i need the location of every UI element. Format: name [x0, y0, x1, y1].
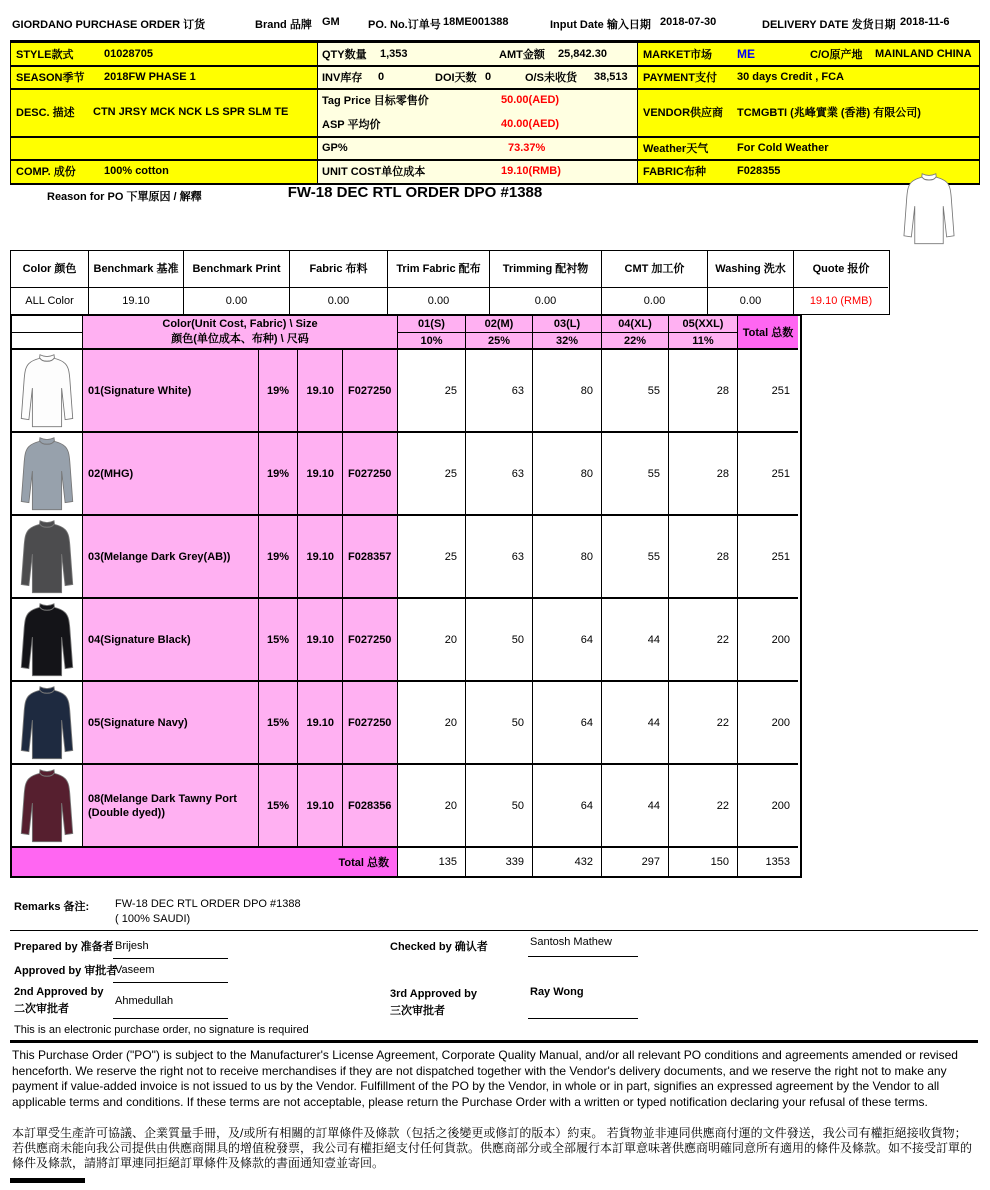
desc-row [11, 88, 317, 136]
product-thumbnail-cell [12, 599, 83, 682]
country-origin-value: MAINLAND CHINA [875, 48, 972, 60]
table-cell: 0.00 [490, 288, 602, 314]
table-cell: 0.00 [290, 288, 388, 314]
style-row [11, 43, 317, 65]
qty-cell: 63 [466, 516, 533, 599]
qty-cell: 55 [602, 516, 669, 599]
garment-sketch [896, 172, 962, 246]
column-header: Trimming 配衬物 [490, 251, 602, 288]
qty-cell: 55 [602, 433, 669, 516]
size-breakdown-table [10, 314, 802, 878]
qty-cell: 20 [398, 682, 466, 765]
remarks-label: Remarks 备注: [14, 901, 90, 913]
payment-value: 30 days Credit , FCA [737, 70, 844, 83]
unit-cost-label: UNIT COST单位成本 [322, 166, 426, 178]
qty-cell: 20 [398, 765, 466, 848]
color-name: 08(Melange Dark Tawny Port (Double dyed)) [83, 765, 259, 848]
season-value: 2018FW PHASE 1 [104, 70, 196, 83]
fabric-label: FABRIC布种 [643, 166, 706, 178]
product-thumbnail [15, 436, 79, 512]
color-name: 04(Signature Black) [83, 599, 259, 682]
total-qty-cell: 297 [602, 848, 669, 876]
qty-cell: 25 [398, 350, 466, 433]
product-thumbnail-cell [12, 682, 83, 765]
qty-cell: 64 [533, 682, 602, 765]
terms-english: This Purchase Order ("PO") is subject to the Manufacturer's License Agreement, Corporate Quality Manual, and/or all relevant PO conditions and agreements amended or revised henceforth. We reserve the right not to receive merchandises if they are not dispatched together with the Vendor's delivery documents, and we reserve the right not to make any payment if value-added invoice is not issued to us by the Vendor. Fulfillment of the PO by the Vendor, in whole or in part, signifies an expressed agreement by the Vendor to all applicable terms and conditions. If these terms are not acceptable, please return the Purchase Order with a written or typed notification declaring your refusal of these terms. [12, 1048, 958, 1109]
market-row [638, 43, 979, 65]
divider [11, 88, 979, 90]
column-header: Benchmark 基准 [89, 251, 184, 288]
unit-cost-value: 19.10(RMB) [501, 165, 561, 177]
qty-cell: 25 [398, 433, 466, 516]
weather-row [638, 136, 979, 159]
column-header: CMT 加工价 [602, 251, 708, 288]
color-pct: 19% [259, 350, 298, 433]
fabric-code: F027250 [343, 433, 398, 516]
thumb-header-cell [12, 333, 83, 350]
reason-label: Reason for PO 下單原因 / 解釋 [47, 191, 202, 203]
size-pct: 10% [398, 333, 466, 350]
grand-total-cell: 1353 [765, 856, 790, 868]
divider [11, 65, 979, 67]
color-name: 05(Signature Navy) [83, 682, 259, 765]
unit-cost: 19.10 [298, 765, 343, 848]
product-thumbnail [15, 768, 79, 844]
input-date-value: 2018-07-30 [660, 16, 717, 28]
fabric-value: F028355 [737, 165, 781, 177]
header-line-en: Color(Unit Cost, Fabric) \ Size [162, 318, 318, 330]
delivery-date-label: DELIVERY DATE 发货日期 [762, 19, 896, 31]
qty-cell: 22 [669, 682, 738, 765]
approved-by-value: Vaseem [115, 964, 155, 976]
summary-left-column [11, 43, 318, 183]
color-size-header [83, 316, 398, 350]
table-cell: 0.00 [602, 288, 708, 314]
qty-cell: 50 [466, 599, 533, 682]
color-name: 01(Signature White) [83, 350, 259, 433]
qty-cell: 64 [533, 599, 602, 682]
asp-row [318, 112, 637, 136]
size-pct: 11% [669, 333, 738, 350]
third-approved-label-zh: 三次审批者 [390, 1005, 445, 1017]
order-summary-block [10, 40, 980, 185]
brand-label: Brand 品牌 [255, 19, 312, 31]
table-cell: 0.00 [388, 288, 490, 314]
doi-label: DOI天数 [435, 71, 477, 84]
approved-by-label: Approved by 审批者 [14, 965, 118, 977]
fabric-code: F027250 [343, 599, 398, 682]
style-value: 01028705 [104, 48, 153, 60]
weather-value: For Cold Weather [737, 141, 829, 154]
unit-cost: 19.10 [298, 682, 343, 765]
size-header: 03(L) [533, 316, 602, 333]
desc-label: DESC. 描述 [16, 107, 75, 119]
qty-cell: 50 [466, 765, 533, 848]
product-thumbnail-cell [12, 765, 83, 848]
qty-cell: 28 [669, 516, 738, 599]
weather-label: Weather天气 [643, 142, 709, 155]
qty-cell: 63 [466, 433, 533, 516]
column-header: Benchmark Print [184, 251, 290, 288]
column-header: Color 颜色 [11, 251, 89, 288]
tag-price-label: Tag Price 目标零售价 [322, 95, 429, 107]
remarks-line1: FW-18 DEC RTL ORDER DPO #1388 [115, 898, 301, 910]
comp-label: COMP. 成份 [16, 166, 76, 178]
color-pct: 19% [259, 433, 298, 516]
size-pct: 25% [466, 333, 533, 350]
document-title: GIORDANO PURCHASE ORDER 订货 [12, 19, 206, 31]
total-qty-cell: 432 [533, 848, 602, 876]
tag-price-row [318, 88, 637, 112]
signature-line [113, 982, 228, 983]
size-header: 02(M) [466, 316, 533, 333]
market-label: MARKET市场 [643, 49, 713, 61]
tag-price-value: 50.00(AED) [501, 94, 560, 106]
page-edge-mark [10, 1178, 85, 1183]
inv-value: 0 [378, 70, 385, 83]
qty-label: QTY数量 [322, 49, 367, 61]
qty-cell: 22 [669, 599, 738, 682]
product-thumbnail [15, 353, 79, 429]
product-thumbnail-cell [12, 433, 83, 516]
payment-row [638, 65, 979, 88]
vendor-row [638, 88, 979, 136]
second-approved-label: 2nd Approved by [14, 986, 104, 998]
second-approved-label-zh: 二次审批者 [14, 1003, 69, 1015]
row-total: 251 [738, 350, 798, 433]
table-cell: 19.10 [89, 288, 184, 314]
summary-right-column [638, 43, 979, 183]
thumb-header-cell [12, 316, 83, 333]
vendor-label: VENDOR供应商 [643, 107, 724, 119]
table-cell: ALL Color [11, 288, 89, 314]
qty-cell: 55 [602, 350, 669, 433]
unit-cost: 19.10 [298, 516, 343, 599]
table-cell: 0.00 [184, 288, 290, 314]
electronic-note: This is an electronic purchase order, no signature is required [14, 1024, 309, 1036]
vendor-value: TCMGBTI (兆峰實業 (香港) 有限公司) [737, 107, 921, 119]
signature-line [113, 1018, 228, 1019]
fabric-code: F028357 [343, 516, 398, 599]
qty-cell: 28 [669, 350, 738, 433]
summary-middle-column [318, 43, 638, 183]
column-header: Trim Fabric 配布 [388, 251, 490, 288]
prepared-by-label: Prepared by 准备者 [14, 941, 114, 953]
unit-cost: 19.10 [298, 433, 343, 516]
prepared-by-value: Brijesh [115, 940, 149, 952]
third-approved-value: Ray Wong [530, 986, 584, 998]
po-number-value: 18ME001388 [443, 16, 509, 28]
po-title: FW-18 DEC RTL ORDER DPO #1388 [287, 184, 543, 201]
row-total: 200 [738, 682, 798, 765]
qty-cell: 63 [466, 350, 533, 433]
qty-cell: 44 [602, 682, 669, 765]
gp-label: GP% [322, 141, 348, 154]
size-pct: 22% [602, 333, 669, 350]
size-header: 05(XXL) [669, 316, 738, 333]
divider [11, 136, 979, 138]
gp-row [318, 136, 637, 159]
signature-line [113, 958, 228, 959]
size-pct: 32% [533, 333, 602, 350]
os-value: 38,513 [594, 70, 628, 83]
fabric-code: F028356 [343, 765, 398, 848]
product-thumbnail [15, 602, 79, 678]
fabric-code: F027250 [343, 682, 398, 765]
row-total: 251 [738, 516, 798, 599]
quote-cell: 19.10 (RMB) [809, 295, 873, 307]
unit-cost-row [318, 159, 637, 183]
qty-cell: 80 [533, 433, 602, 516]
total-qty-cell: 150 [669, 848, 738, 876]
qty-cell: 64 [533, 765, 602, 848]
third-approved-label: 3rd Approved by [390, 988, 477, 1000]
divider [10, 930, 978, 931]
country-origin-label: C/O原产地 [810, 49, 863, 61]
season-label: SEASON季节 [16, 71, 85, 84]
total-header: Total 总数 [738, 316, 798, 350]
qty-cell: 80 [533, 516, 602, 599]
benchmark-table [10, 250, 890, 315]
second-approved-value: Ahmedullah [115, 995, 174, 1007]
comp-value: 100% cotton [104, 165, 169, 177]
row-total: 200 [738, 599, 798, 682]
asp-value: 40.00(AED) [501, 118, 560, 130]
qty-cell: 44 [602, 765, 669, 848]
unit-cost: 19.10 [298, 599, 343, 682]
color-name: 03(Melange Dark Grey(AB)) [83, 516, 259, 599]
qty-cell: 25 [398, 516, 466, 599]
header-line-zh: 颜色(单位成本、布种) \ 尺码 [171, 333, 309, 345]
po-number-label: PO. No.订单号 [368, 19, 441, 31]
delivery-date-value: 2018-11-6 [900, 16, 950, 28]
signature-line [528, 1018, 638, 1019]
column-header: Fabric 布料 [290, 251, 388, 288]
season-row [11, 65, 317, 88]
divider-thick [10, 1040, 978, 1043]
terms-chinese: 本訂單受生產許可協議、企業質量手冊，及/或所有相關的訂單條件及條款（包括之後變更或修訂的版本）約束。 若貨物並非連同供應商付運的文件發送，我公司有權拒絕接收貨物；若供應商未能向我公司提供由供應商開具的增值稅發票，我公司有權拒絕支付任何貨款。供應商部分或全部履行本訂單意味著供應商明確同意所有適用的條件及條款。如不接受訂單的條件及條款，請將訂單連同拒絕訂單條件及條款的書面通知壹並寄回。 [12, 1126, 973, 1170]
product-thumbnail [15, 685, 79, 761]
payment-label: PAYMENT支付 [643, 71, 717, 84]
market-value: ME [737, 47, 755, 61]
color-pct: 19% [259, 516, 298, 599]
signature-line [528, 956, 638, 957]
qty-cell: 20 [398, 599, 466, 682]
row-total: 251 [738, 433, 798, 516]
os-label: O/S未收货 [525, 71, 577, 84]
style-label: STYLE款式 [16, 49, 74, 61]
fabric-code: F027250 [343, 350, 398, 433]
amt-label: AMT金额 [499, 49, 545, 61]
qty-cell: 28 [669, 433, 738, 516]
qty-amt-row [318, 43, 637, 65]
color-pct: 15% [259, 599, 298, 682]
qty-value: 1,353 [380, 48, 408, 60]
color-pct: 15% [259, 765, 298, 848]
product-thumbnail-cell [12, 350, 83, 433]
totals-label: Total 总数 [12, 848, 398, 876]
brand-value: GM [322, 16, 340, 28]
unit-cost: 19.10 [298, 350, 343, 433]
color-name: 02(MHG) [83, 433, 259, 516]
input-date-label: Input Date 输入日期 [550, 19, 651, 31]
inventory-row [318, 65, 637, 88]
total-qty-cell: 339 [466, 848, 533, 876]
qty-cell: 50 [466, 682, 533, 765]
product-thumbnail-cell [12, 516, 83, 599]
asp-label: ASP 平均价 [322, 119, 381, 131]
divider [11, 159, 979, 161]
size-header: 04(XL) [602, 316, 669, 333]
inv-label: INV库存 [322, 71, 363, 84]
checked-by-value: Santosh Mathew [530, 936, 612, 948]
gp-value: 73.37% [508, 141, 546, 154]
remarks-line2: ( 100% SAUDI) [115, 913, 191, 925]
color-pct: 15% [259, 682, 298, 765]
comp-row [11, 159, 317, 183]
qty-cell: 80 [533, 350, 602, 433]
total-qty-cell: 135 [398, 848, 466, 876]
product-thumbnail [15, 519, 79, 595]
checked-by-label: Checked by 确认者 [390, 941, 488, 953]
qty-cell: 44 [602, 599, 669, 682]
desc-value: CTN JRSY MCK NCK LS SPR SLM TE [93, 106, 289, 118]
row-total: 200 [738, 765, 798, 848]
size-header: 01(S) [398, 316, 466, 333]
column-header: Washing 洗水 [708, 251, 794, 288]
column-header: Quote 报价 [794, 251, 888, 288]
table-cell: 0.00 [708, 288, 794, 314]
doi-value: 0 [485, 70, 492, 83]
amt-value: 25,842.30 [558, 48, 607, 60]
qty-cell: 22 [669, 765, 738, 848]
